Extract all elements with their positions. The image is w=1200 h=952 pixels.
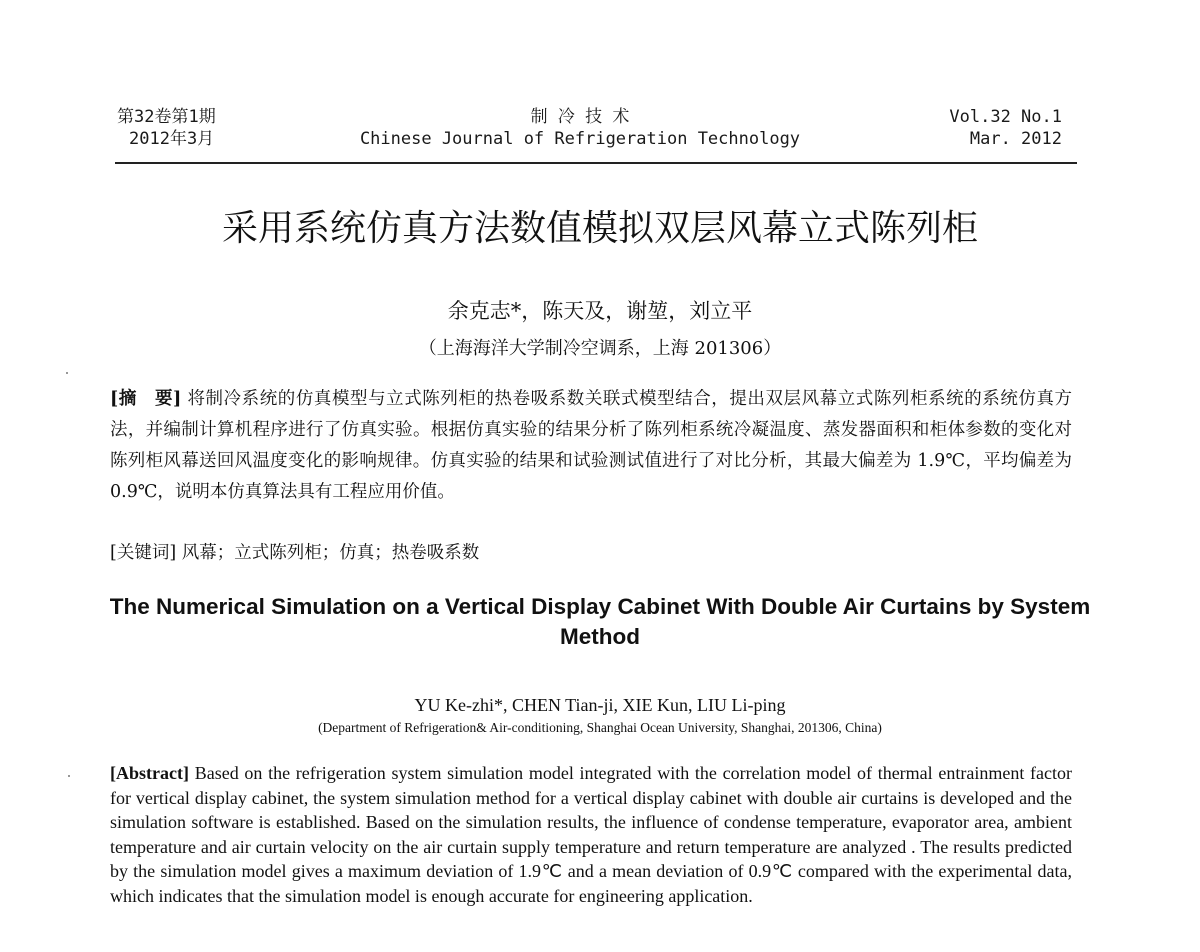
cn-abstract-text: 将制冷系统的仿真模型与立式陈列柜的热卷吸系数关联式模型结合，提出双层风幕立式陈列柜系统的系统仿真方法，并编制计算机程序进行了仿真实验。根据仿真实验的结果分析了陈列柜系统冷凝温度、蒸发器面积和柜体参数的变化对陈列柜风幕送回风温度变化的影响规律。仿真实验的结果和试验测试值进行了对比分析，其最大偏差为 1.9℃，平均偏差为 0.9℃，说明本仿真算法具有工程应用价值。 xyxy=(110,389,1073,502)
cn-keywords-label: [关键词] xyxy=(110,543,177,563)
en-abstract-label: [Abstract] xyxy=(110,763,189,783)
journal-en: Chinese Journal of Refrigeration Technology xyxy=(359,129,801,149)
cn-abstract xyxy=(110,384,1072,508)
en-title: The Numerical Simulation on a Vertical Display Cabinet With Double Air Curtains by System Method xyxy=(109,594,1091,649)
date-en: Mar. 2012 xyxy=(969,129,1062,149)
margin-mark xyxy=(66,372,68,374)
margin-mark xyxy=(68,775,70,777)
header-left xyxy=(117,106,216,150)
volume-cn: 第32卷第1期 xyxy=(117,107,216,127)
cn-title: 采用系统仿真方法数值模拟双层风幕立式陈列柜 xyxy=(221,208,978,249)
header-rule xyxy=(115,162,1077,164)
en-authors: YU Ke-zhi*, CHEN Tian-ji, XIE Kun, LIU Li-ping xyxy=(414,695,786,715)
cn-keywords xyxy=(110,538,1072,569)
cn-keywords-text: 风幕；立式陈列柜；仿真；热卷吸系数 xyxy=(181,543,480,563)
journal-cn: 制 冷 技 术 xyxy=(530,107,630,127)
en-abstract-text: Based on the refrigeration system simulation model integrated with the correlation model of thermal entrainment factor for vertical display cabinet, the system simulation method for a vertical display cabinet with double air curtains is developed and the simulation software is established. Based on the simulation results, the influence of condense temperature, evaporator area, ambient temperature and air curtain velocity on the air curtain supply temperature and return temperature are analyzed . The results predicted by the simulation model gives a maximum deviation of 1.9℃ and a mean deviation of 0.9℃ compared with the experimental data, which indicates that the simulation model is enough accurate for engineering application. xyxy=(110,763,1073,906)
en-abstract xyxy=(110,761,1072,908)
volume-en: Vol.32 No.1 xyxy=(949,107,1062,127)
cn-authors: 余克志*，陈天及，谢堃，刘立平 xyxy=(447,299,753,323)
date-cn: 2012年3月 xyxy=(129,129,215,149)
cn-affiliation: （上海海洋大学制冷空调系，上海 201306） xyxy=(418,338,782,359)
header-center xyxy=(300,106,860,150)
cn-abstract-label: [摘 要] xyxy=(110,389,182,409)
en-affiliation: (Department of Refrigeration& Air-conditioning, Shanghai Ocean University, Shanghai, 201306, China) xyxy=(318,720,882,735)
header-right xyxy=(880,106,1062,150)
